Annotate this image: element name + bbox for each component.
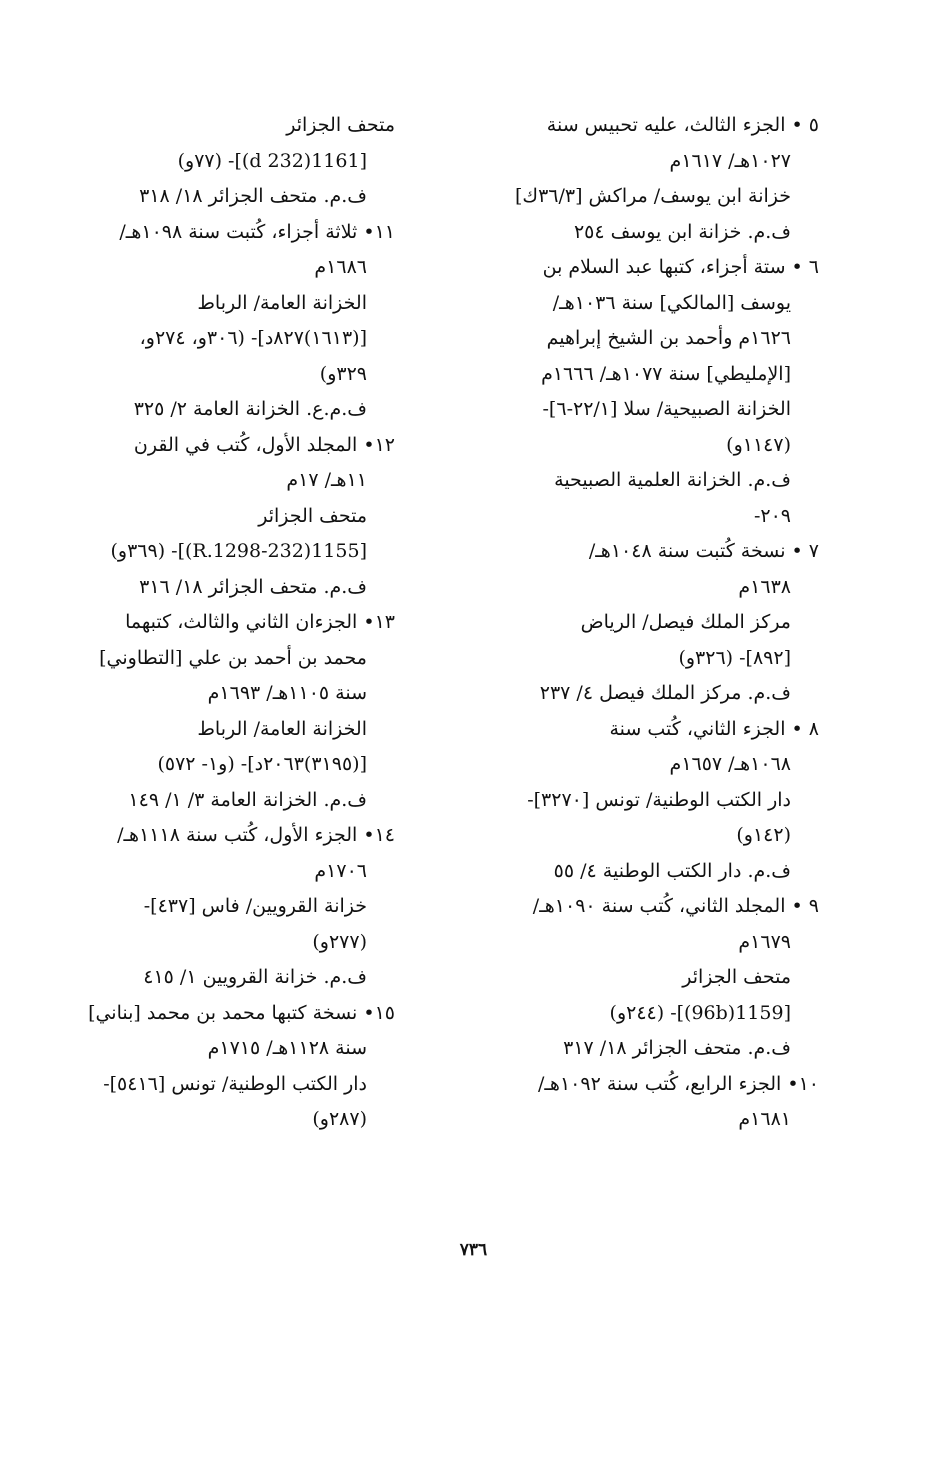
text-line: ف.م. متحف الجزائر ١٨/ ٣١٦: [139, 575, 367, 598]
text-line: (٢٨٧و): [312, 1108, 367, 1130]
right-column: [479, 108, 819, 1138]
text-line: ف.م. الخزانة العامة ٣/ ١/ ١٤٩: [128, 788, 367, 811]
text-line: ف.م. خزانة ابن يوسف ٢٥٤: [573, 220, 791, 243]
text-line: (١٤٢و): [736, 824, 791, 846]
text-line: ٧ • نسخة كُتبت سنة ١٠٤٨هـ/: [588, 540, 819, 562]
text-line: ف.م. متحف الجزائر ١٨/ ٣١٧: [563, 1037, 791, 1059]
text-line: يوسف [المالكي] سنة ١٠٣٦هـ/: [552, 291, 791, 314]
text-line: ١٦٢٦م وأحمد بن الشيخ إبراهيم: [546, 327, 791, 349]
text-line: خزانة ابن يوسف/ مراكش [٣٦/٣ك]: [515, 185, 791, 207]
text-line: ١٦٨١م: [738, 1108, 791, 1130]
text-line: ٨ • الجزء الثاني، كُتب سنة: [609, 717, 819, 740]
text-line: ف.م.ع. الخزانة العامة ٢/ ٣٢٥: [133, 398, 367, 420]
left-column: [55, 108, 395, 1138]
text-line: ١٠٢٧هـ/ ١٦١٧م: [669, 149, 791, 172]
text-line: سنة ١١٠٥هـ/ ١٦٩٣م: [207, 682, 367, 704]
text-line: ٢٠٩-: [753, 504, 791, 527]
text-line: ١٢• المجلد الأول، كُتب في القرن: [133, 433, 395, 456]
text-line: ٣٢٩و): [319, 362, 367, 385]
text-line: دار الكتب الوطنية/ تونس [٥٤١٦]-: [103, 1072, 367, 1095]
text-line: ١٦٧٩م: [738, 930, 791, 953]
text-line: ١٦٣٨م: [738, 575, 791, 598]
text-line: محمد بن أحمد بن علي [التطاوني]: [99, 646, 367, 669]
text-line: [1161(232 d)]- (٧٧و): [177, 149, 367, 172]
text-line: [(٣١٩٥)٢٠٦٣د]- (و١- ٥٧٢): [157, 753, 367, 775]
text-line: متحف الجزائر: [286, 114, 395, 136]
text-line: [(١٦١٣)٨٢٧د]- (٣٠٦و، ٢٧٤و،: [139, 327, 367, 349]
text-line: (٢٧٧و): [312, 930, 367, 953]
text-line: الخزانة العامة/ الرباط: [197, 717, 367, 740]
text-line: [٨٩٢]- (٣٢٦و): [678, 646, 791, 669]
text-line: [1159(96b)]- (٢٤٤و): [609, 1001, 791, 1024]
text-line: [1155(232-R.1298)]- (٣٦٩و): [110, 540, 367, 562]
page-number: ٧٣٦: [459, 1240, 488, 1260]
text-line: ف.م. الخزانة العلمية الصبيحية: [554, 469, 791, 491]
text-line: ١٣• الجزءان الثاني والثالث، كتبهما: [125, 611, 395, 633]
text-line: ١١• ثلاثة أجزاء، كُتبت سنة ١٠٩٨هـ/: [119, 220, 395, 243]
text-line: الخزانة الصبيحية/ سلا [٢٢/١-٦]-: [542, 398, 791, 420]
text-line: خزانة القرويين/ فاس [٤٣٧]-: [143, 895, 367, 917]
text-line: سنة ١١٢٨هـ/ ١٧١٥م: [207, 1037, 367, 1059]
text-line: ١١هـ/ ١٧م: [286, 469, 367, 491]
text-line: ٦ • ستة أجزاء، كتبها عبد السلام بن: [542, 256, 819, 278]
text-line: (١١٤٧و): [726, 433, 791, 456]
text-line: ف.م. متحف الجزائر ١٨/ ٣١٨: [139, 185, 367, 207]
text-line: ١٠• الجزء الرابع، كُتب سنة ١٠٩٢هـ/: [537, 1072, 819, 1095]
text-line: ٥ • الجزء الثالث، عليه تحبيس سنة: [546, 114, 819, 136]
text-line: دار الكتب الوطنية/ تونس [٣٢٧٠]-: [527, 788, 791, 811]
text-line: الخزانة العامة/ الرباط: [197, 291, 367, 314]
text-line: ١٥• نسخة كتبها محمد بن محمد [بناني]: [88, 1001, 395, 1024]
text-line: ١٦٨٦م: [314, 256, 367, 278]
text-line: ١٤• الجزء الأول، كُتب سنة ١١١٨هـ/: [117, 824, 395, 846]
text-line: ف.م. دار الكتب الوطنية ٤/ ٥٥: [553, 859, 791, 882]
text-line: ف.م. خزانة القرويين ١/ ٤١٥: [143, 966, 367, 988]
text-line: متحف الجزائر: [682, 966, 791, 988]
text-line: [الإمليطي] سنة ١٠٧٧هـ/ ١٦٦٦م: [541, 362, 791, 385]
text-line: ١٠٦٨هـ/ ١٦٥٧م: [669, 753, 791, 775]
text-line: ف.م. مركز الملك فيصل ٤/ ٢٣٧: [539, 682, 791, 704]
text-line: ٩ • المجلد الثاني، كُتب سنة ١٠٩٠هـ/: [532, 895, 819, 917]
text-line: مركز الملك فيصل/ الرياض: [580, 611, 791, 633]
text-line: متحف الجزائر: [258, 504, 367, 527]
text-line: ١٧٠٦م: [314, 859, 367, 882]
